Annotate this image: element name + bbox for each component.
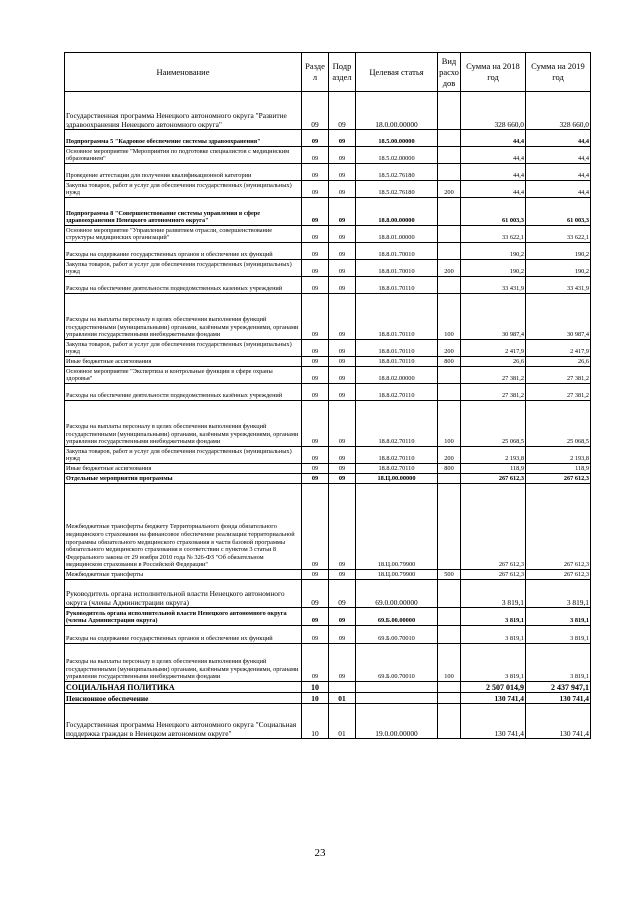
- cell-expense-type: 200: [438, 447, 461, 464]
- table-body: [65, 92, 591, 739]
- cell-sum-2018: 33 431,9: [461, 277, 526, 294]
- cell-target-article: 18.8.02.70110: [356, 464, 438, 474]
- table-row: [65, 608, 591, 626]
- cell-sum-2018: 3 819,1: [461, 626, 526, 644]
- cell-target-article: 18.Ц.00.79900: [356, 484, 438, 570]
- table-row: [65, 704, 591, 739]
- cell-subsection: 09: [329, 474, 356, 484]
- table-row: [65, 447, 591, 464]
- cell-sum-2018: 2 417,9: [461, 340, 526, 357]
- cell-target-article: 18.8.01.00000: [356, 226, 438, 243]
- cell-sum-2019: 3 819,1: [526, 608, 591, 626]
- cell-subsection: 09: [329, 147, 356, 164]
- header-sum-2019: Сумма на 2019 год: [526, 53, 591, 92]
- header-name: Наименование: [65, 53, 302, 92]
- cell-sum-2018: 267 612,3: [461, 570, 526, 580]
- cell-expense-type: [438, 226, 461, 243]
- cell-name: Закупка товаров, работ и услуг для обеспечения государственных (муниципальных) нужд: [65, 340, 302, 357]
- cell-subsection: 09: [329, 570, 356, 580]
- table-row: [65, 260, 591, 277]
- cell-target-article: 18.8.02.70110: [356, 447, 438, 464]
- cell-sum-2019: 190,2: [526, 243, 591, 260]
- cell-subsection: 09: [329, 277, 356, 294]
- table-row: [65, 357, 591, 367]
- cell-subsection: 01: [329, 693, 356, 704]
- cell-section: 09: [302, 474, 329, 484]
- table-row: [65, 92, 591, 130]
- cell-section: 09: [302, 384, 329, 401]
- table-row: [65, 682, 591, 693]
- cell-target-article: 18.0.00.00000: [356, 92, 438, 130]
- cell-sum-2018: 3 819,1: [461, 580, 526, 608]
- cell-sum-2019: 2 193,8: [526, 447, 591, 464]
- cell-subsection: 09: [329, 580, 356, 608]
- cell-sum-2019: 3 819,1: [526, 580, 591, 608]
- cell-sum-2018: 27 381,2: [461, 384, 526, 401]
- cell-name: Основное мероприятие "Управление развитием отрасли, совершенствование структуры медицинских организаций": [65, 226, 302, 243]
- cell-name: Расходы на выплаты персоналу в целях обеспечения выполнения функций государственными (муниципальными) органами, казёнными учреждениями, органами управления государственными внебюджетными фондами: [65, 644, 302, 682]
- header-row: [65, 53, 591, 92]
- cell-expense-type: 100: [438, 294, 461, 340]
- cell-section: 09: [302, 181, 329, 198]
- cell-expense-type: [438, 580, 461, 608]
- cell-sum-2018: 3 819,1: [461, 644, 526, 682]
- cell-expense-type: [438, 474, 461, 484]
- cell-target-article: 18.8.02.70110: [356, 384, 438, 401]
- cell-sum-2018: 25 068,5: [461, 401, 526, 447]
- cell-subsection: 09: [329, 130, 356, 147]
- cell-expense-type: [438, 484, 461, 570]
- cell-expense-type: [438, 626, 461, 644]
- cell-name: Руководитель органа исполнительной власти Ненецкого автономного округа (члены Администрации округа): [65, 608, 302, 626]
- cell-sum-2019: 118,9: [526, 464, 591, 474]
- cell-section: 09: [302, 243, 329, 260]
- table-row: [65, 340, 591, 357]
- cell-name: Основное мероприятие "Экспертиза и контрольные функции в сфере охраны здоровья": [65, 367, 302, 384]
- cell-sum-2019: 190,2: [526, 260, 591, 277]
- cell-target-article: [356, 693, 438, 704]
- cell-sum-2018: 118,9: [461, 464, 526, 474]
- table-row: [65, 570, 591, 580]
- cell-section: 09: [302, 130, 329, 147]
- cell-target-article: 18.8.00.00000: [356, 198, 438, 226]
- cell-name: Расходы на обеспечение деятельности подведомственных казенных учреждений: [65, 277, 302, 294]
- cell-sum-2018: 33 622,1: [461, 226, 526, 243]
- cell-target-article: 18.Ц.00.00000: [356, 474, 438, 484]
- table-row: [65, 464, 591, 474]
- cell-expense-type: [438, 243, 461, 260]
- cell-target-article: 18.5.02.00000: [356, 147, 438, 164]
- table-row: [65, 580, 591, 608]
- cell-target-article: 18.5.02.76180: [356, 164, 438, 181]
- cell-sum-2018: 328 660,0: [461, 92, 526, 130]
- cell-subsection: 09: [329, 92, 356, 130]
- cell-sum-2019: 3 819,1: [526, 626, 591, 644]
- cell-section: 09: [302, 92, 329, 130]
- cell-expense-type: 200: [438, 260, 461, 277]
- cell-sum-2018: 130 741,4: [461, 704, 526, 739]
- header-section: Разде л: [302, 53, 329, 92]
- cell-name: Проведение аттестации для получения квалификационной категории: [65, 164, 302, 181]
- document-page: [64, 52, 590, 739]
- cell-name: Межбюджетные трансферты бюджету Территориального фонда обязательного медицинского страхования на финансовое обеспечение реализации территориальной программы обязательного медицинского страхования в части базовой программы обязательного медицинского страхования в соответствии с пунктом 3 статьи 8 Федерального закона от 29 ноября 2010 года № 326-ФЗ "Об обязательном медицинском страховании в Российской Федерации": [65, 484, 302, 570]
- cell-name: Расходы на содержание государственных органов и обеспечение их функций: [65, 626, 302, 644]
- cell-target-article: [356, 682, 438, 693]
- cell-section: 10: [302, 682, 329, 693]
- cell-sum-2018: 2 193,8: [461, 447, 526, 464]
- cell-expense-type: [438, 147, 461, 164]
- cell-sum-2018: 44,4: [461, 147, 526, 164]
- cell-sum-2019: 2 437 947,1: [526, 682, 591, 693]
- cell-name: Основное мероприятие "Мероприятия по подготовке специалистов с медицинским образованием": [65, 147, 302, 164]
- cell-name: Расходы на содержание государственных органов и обеспечение их функций: [65, 243, 302, 260]
- cell-sum-2019: 25 068,5: [526, 401, 591, 447]
- cell-sum-2018: 3 819,1: [461, 608, 526, 626]
- header-sum-2018: Сумма на 2018 год: [461, 53, 526, 92]
- cell-target-article: 18.5.00.00000: [356, 130, 438, 147]
- cell-sum-2018: 30 987,4: [461, 294, 526, 340]
- table-row: [65, 474, 591, 484]
- cell-sum-2019: 44,4: [526, 130, 591, 147]
- cell-expense-type: [438, 608, 461, 626]
- cell-sum-2019: 328 660,0: [526, 92, 591, 130]
- cell-expense-type: [438, 384, 461, 401]
- cell-sum-2019: 130 741,4: [526, 704, 591, 739]
- cell-section: 09: [302, 644, 329, 682]
- table-row: [65, 226, 591, 243]
- cell-subsection: 09: [329, 164, 356, 181]
- table-row: [65, 367, 591, 384]
- cell-expense-type: [438, 682, 461, 693]
- cell-sum-2019: 44,4: [526, 164, 591, 181]
- cell-sum-2018: 267 612,3: [461, 474, 526, 484]
- cell-expense-type: 800: [438, 357, 461, 367]
- cell-name: Государственная программа Ненецкого автономного округа "Развитие здравоохранения Ненецкого автономного округа": [65, 92, 302, 130]
- cell-subsection: 09: [329, 464, 356, 474]
- cell-section: 09: [302, 226, 329, 243]
- cell-expense-type: 100: [438, 401, 461, 447]
- cell-section: 09: [302, 608, 329, 626]
- header-expense-type: Вид расхо дов: [438, 53, 461, 92]
- cell-target-article: 69.Б.00.70010: [356, 626, 438, 644]
- table-row: [65, 384, 591, 401]
- cell-name: Закупка товаров, работ и услуг для обеспечения государственных (муниципальных) нужд: [65, 181, 302, 198]
- cell-subsection: 09: [329, 367, 356, 384]
- cell-sum-2019: 27 381,2: [526, 384, 591, 401]
- table-row: [65, 644, 591, 682]
- cell-sum-2019: 130 741,4: [526, 693, 591, 704]
- cell-section: 10: [302, 693, 329, 704]
- cell-section: 09: [302, 464, 329, 474]
- cell-subsection: 09: [329, 340, 356, 357]
- cell-section: 09: [302, 367, 329, 384]
- cell-sum-2019: 267 612,3: [526, 474, 591, 484]
- cell-target-article: 69.Б.00.00000: [356, 608, 438, 626]
- cell-sum-2018: 61 003,3: [461, 198, 526, 226]
- cell-name: Государственная программа Ненецкого автономного округа "Социальная поддержка граждан в Ненецком автономном округе": [65, 704, 302, 739]
- cell-target-article: 69.Б.00.70010: [356, 644, 438, 682]
- cell-name: Иные бюджетные ассигнования: [65, 357, 302, 367]
- cell-section: 10: [302, 704, 329, 739]
- cell-sum-2019: 30 987,4: [526, 294, 591, 340]
- cell-subsection: 09: [329, 198, 356, 226]
- cell-section: 09: [302, 340, 329, 357]
- cell-target-article: 18.8.02.70110: [356, 401, 438, 447]
- cell-sum-2018: 26,6: [461, 357, 526, 367]
- cell-sum-2019: 2 417,9: [526, 340, 591, 357]
- cell-expense-type: [438, 704, 461, 739]
- cell-sum-2019: 267 612,3: [526, 484, 591, 570]
- cell-name: Отдельные мероприятия программы: [65, 474, 302, 484]
- cell-name: Расходы на обеспечение деятельности подведомственных казённых учреждений: [65, 384, 302, 401]
- cell-section: 09: [302, 447, 329, 464]
- cell-subsection: 09: [329, 608, 356, 626]
- table-row: [65, 130, 591, 147]
- table-row: [65, 484, 591, 570]
- cell-name: Закупка товаров, работ и услуг для обеспечения государственных (муниципальных) нужд: [65, 260, 302, 277]
- cell-expense-type: [438, 164, 461, 181]
- cell-sum-2018: 44,4: [461, 164, 526, 181]
- cell-subsection: 09: [329, 294, 356, 340]
- cell-sum-2018: 44,4: [461, 130, 526, 147]
- cell-subsection: 09: [329, 226, 356, 243]
- cell-section: 09: [302, 277, 329, 294]
- cell-subsection: [329, 682, 356, 693]
- cell-expense-type: [438, 693, 461, 704]
- cell-target-article: 18.8.01.70110: [356, 277, 438, 294]
- cell-target-article: 69.0.00.00000: [356, 580, 438, 608]
- cell-sum-2019: 26,6: [526, 357, 591, 367]
- table-row: [65, 401, 591, 447]
- cell-expense-type: [438, 367, 461, 384]
- table-row: [65, 626, 591, 644]
- cell-section: 09: [302, 626, 329, 644]
- cell-expense-type: [438, 130, 461, 147]
- cell-section: 09: [302, 484, 329, 570]
- header-target-article: Целевая статья: [356, 53, 438, 92]
- cell-name: Подпрограмма 8 "Совершенствование системы управления в сфере здравоохранения Ненецкого автономного округа": [65, 198, 302, 226]
- cell-section: 09: [302, 260, 329, 277]
- cell-sum-2019: 3 819,1: [526, 644, 591, 682]
- cell-target-article: 19.0.00.00000: [356, 704, 438, 739]
- cell-name: Пенсионное обеспечение: [65, 693, 302, 704]
- cell-name: Расходы на выплаты персоналу в целях обеспечения выполнения функций государственными (муниципальными) органами, казёнными учреждениями, органами управления государственными внебюджетными фондами: [65, 294, 302, 340]
- cell-name: СОЦИАЛЬНАЯ ПОЛИТИКА: [65, 682, 302, 693]
- cell-subsection: 09: [329, 260, 356, 277]
- cell-target-article: 18.8.01.70010: [356, 260, 438, 277]
- cell-sum-2019: 61 003,3: [526, 198, 591, 226]
- cell-subsection: 09: [329, 384, 356, 401]
- cell-target-article: 18.8.02.00000: [356, 367, 438, 384]
- cell-section: 09: [302, 580, 329, 608]
- cell-expense-type: 100: [438, 644, 461, 682]
- cell-sum-2018: 44,4: [461, 181, 526, 198]
- cell-subsection: 09: [329, 447, 356, 464]
- cell-name: Расходы на выплаты персоналу в целях обеспечения выполнения функций государственными (муниципальными) органами, казёнными учреждениями, органами управления государственными внебюджетными фондами: [65, 401, 302, 447]
- cell-name: Руководитель органа исполнительной власти Ненецкого автономного округа (члены Администрации округа): [65, 580, 302, 608]
- cell-expense-type: 200: [438, 340, 461, 357]
- cell-section: 09: [302, 401, 329, 447]
- cell-target-article: 18.8.01.70010: [356, 243, 438, 260]
- cell-name: Иные бюджетные ассигнования: [65, 464, 302, 474]
- cell-sum-2018: 2 507 014,9: [461, 682, 526, 693]
- cell-subsection: 01: [329, 704, 356, 739]
- table-row: [65, 164, 591, 181]
- cell-target-article: 18.5.02.76180: [356, 181, 438, 198]
- header-subsection: Подр аздел: [329, 53, 356, 92]
- cell-sum-2018: 267 612,3: [461, 484, 526, 570]
- cell-section: 09: [302, 164, 329, 181]
- cell-expense-type: [438, 198, 461, 226]
- cell-sum-2019: 44,4: [526, 147, 591, 164]
- table-row: [65, 198, 591, 226]
- cell-target-article: 18.Ц.00.79900: [356, 570, 438, 580]
- cell-subsection: 09: [329, 484, 356, 570]
- budget-table: [64, 52, 591, 739]
- table-row: [65, 243, 591, 260]
- cell-sum-2018: 27 381,2: [461, 367, 526, 384]
- cell-sum-2018: 190,2: [461, 243, 526, 260]
- cell-subsection: 09: [329, 357, 356, 367]
- cell-expense-type: 500: [438, 570, 461, 580]
- page-number: 23: [314, 847, 326, 859]
- cell-subsection: 09: [329, 243, 356, 260]
- cell-subsection: 09: [329, 181, 356, 198]
- cell-target-article: 18.8.01.70110: [356, 340, 438, 357]
- cell-sum-2018: 190,2: [461, 260, 526, 277]
- cell-target-article: 18.8.01.70110: [356, 294, 438, 340]
- cell-sum-2019: 33 431,9: [526, 277, 591, 294]
- table-row: [65, 147, 591, 164]
- cell-sum-2019: 44,4: [526, 181, 591, 198]
- cell-section: 09: [302, 570, 329, 580]
- cell-section: 09: [302, 357, 329, 367]
- table-row: [65, 181, 591, 198]
- cell-subsection: 09: [329, 644, 356, 682]
- cell-subsection: 09: [329, 401, 356, 447]
- table-row: [65, 294, 591, 340]
- cell-section: 09: [302, 147, 329, 164]
- cell-target-article: 18.8.01.70110: [356, 357, 438, 367]
- cell-expense-type: [438, 277, 461, 294]
- cell-name: Межбюджетные трансферты: [65, 570, 302, 580]
- cell-sum-2019: 27 381,2: [526, 367, 591, 384]
- cell-name: Подпрограмма 5 "Кадровое обеспечение системы здравоохранения": [65, 130, 302, 147]
- cell-sum-2018: 130 741,4: [461, 693, 526, 704]
- table-row: [65, 693, 591, 704]
- cell-sum-2019: 33 622,1: [526, 226, 591, 243]
- cell-expense-type: 200: [438, 181, 461, 198]
- cell-section: 09: [302, 294, 329, 340]
- cell-sum-2019: 267 612,3: [526, 570, 591, 580]
- cell-expense-type: [438, 92, 461, 130]
- cell-expense-type: 800: [438, 464, 461, 474]
- table-row: [65, 277, 591, 294]
- cell-section: 09: [302, 198, 329, 226]
- cell-subsection: 09: [329, 626, 356, 644]
- cell-name: Закупка товаров, работ и услуг для обеспечения государственных (муниципальных) нужд: [65, 447, 302, 464]
